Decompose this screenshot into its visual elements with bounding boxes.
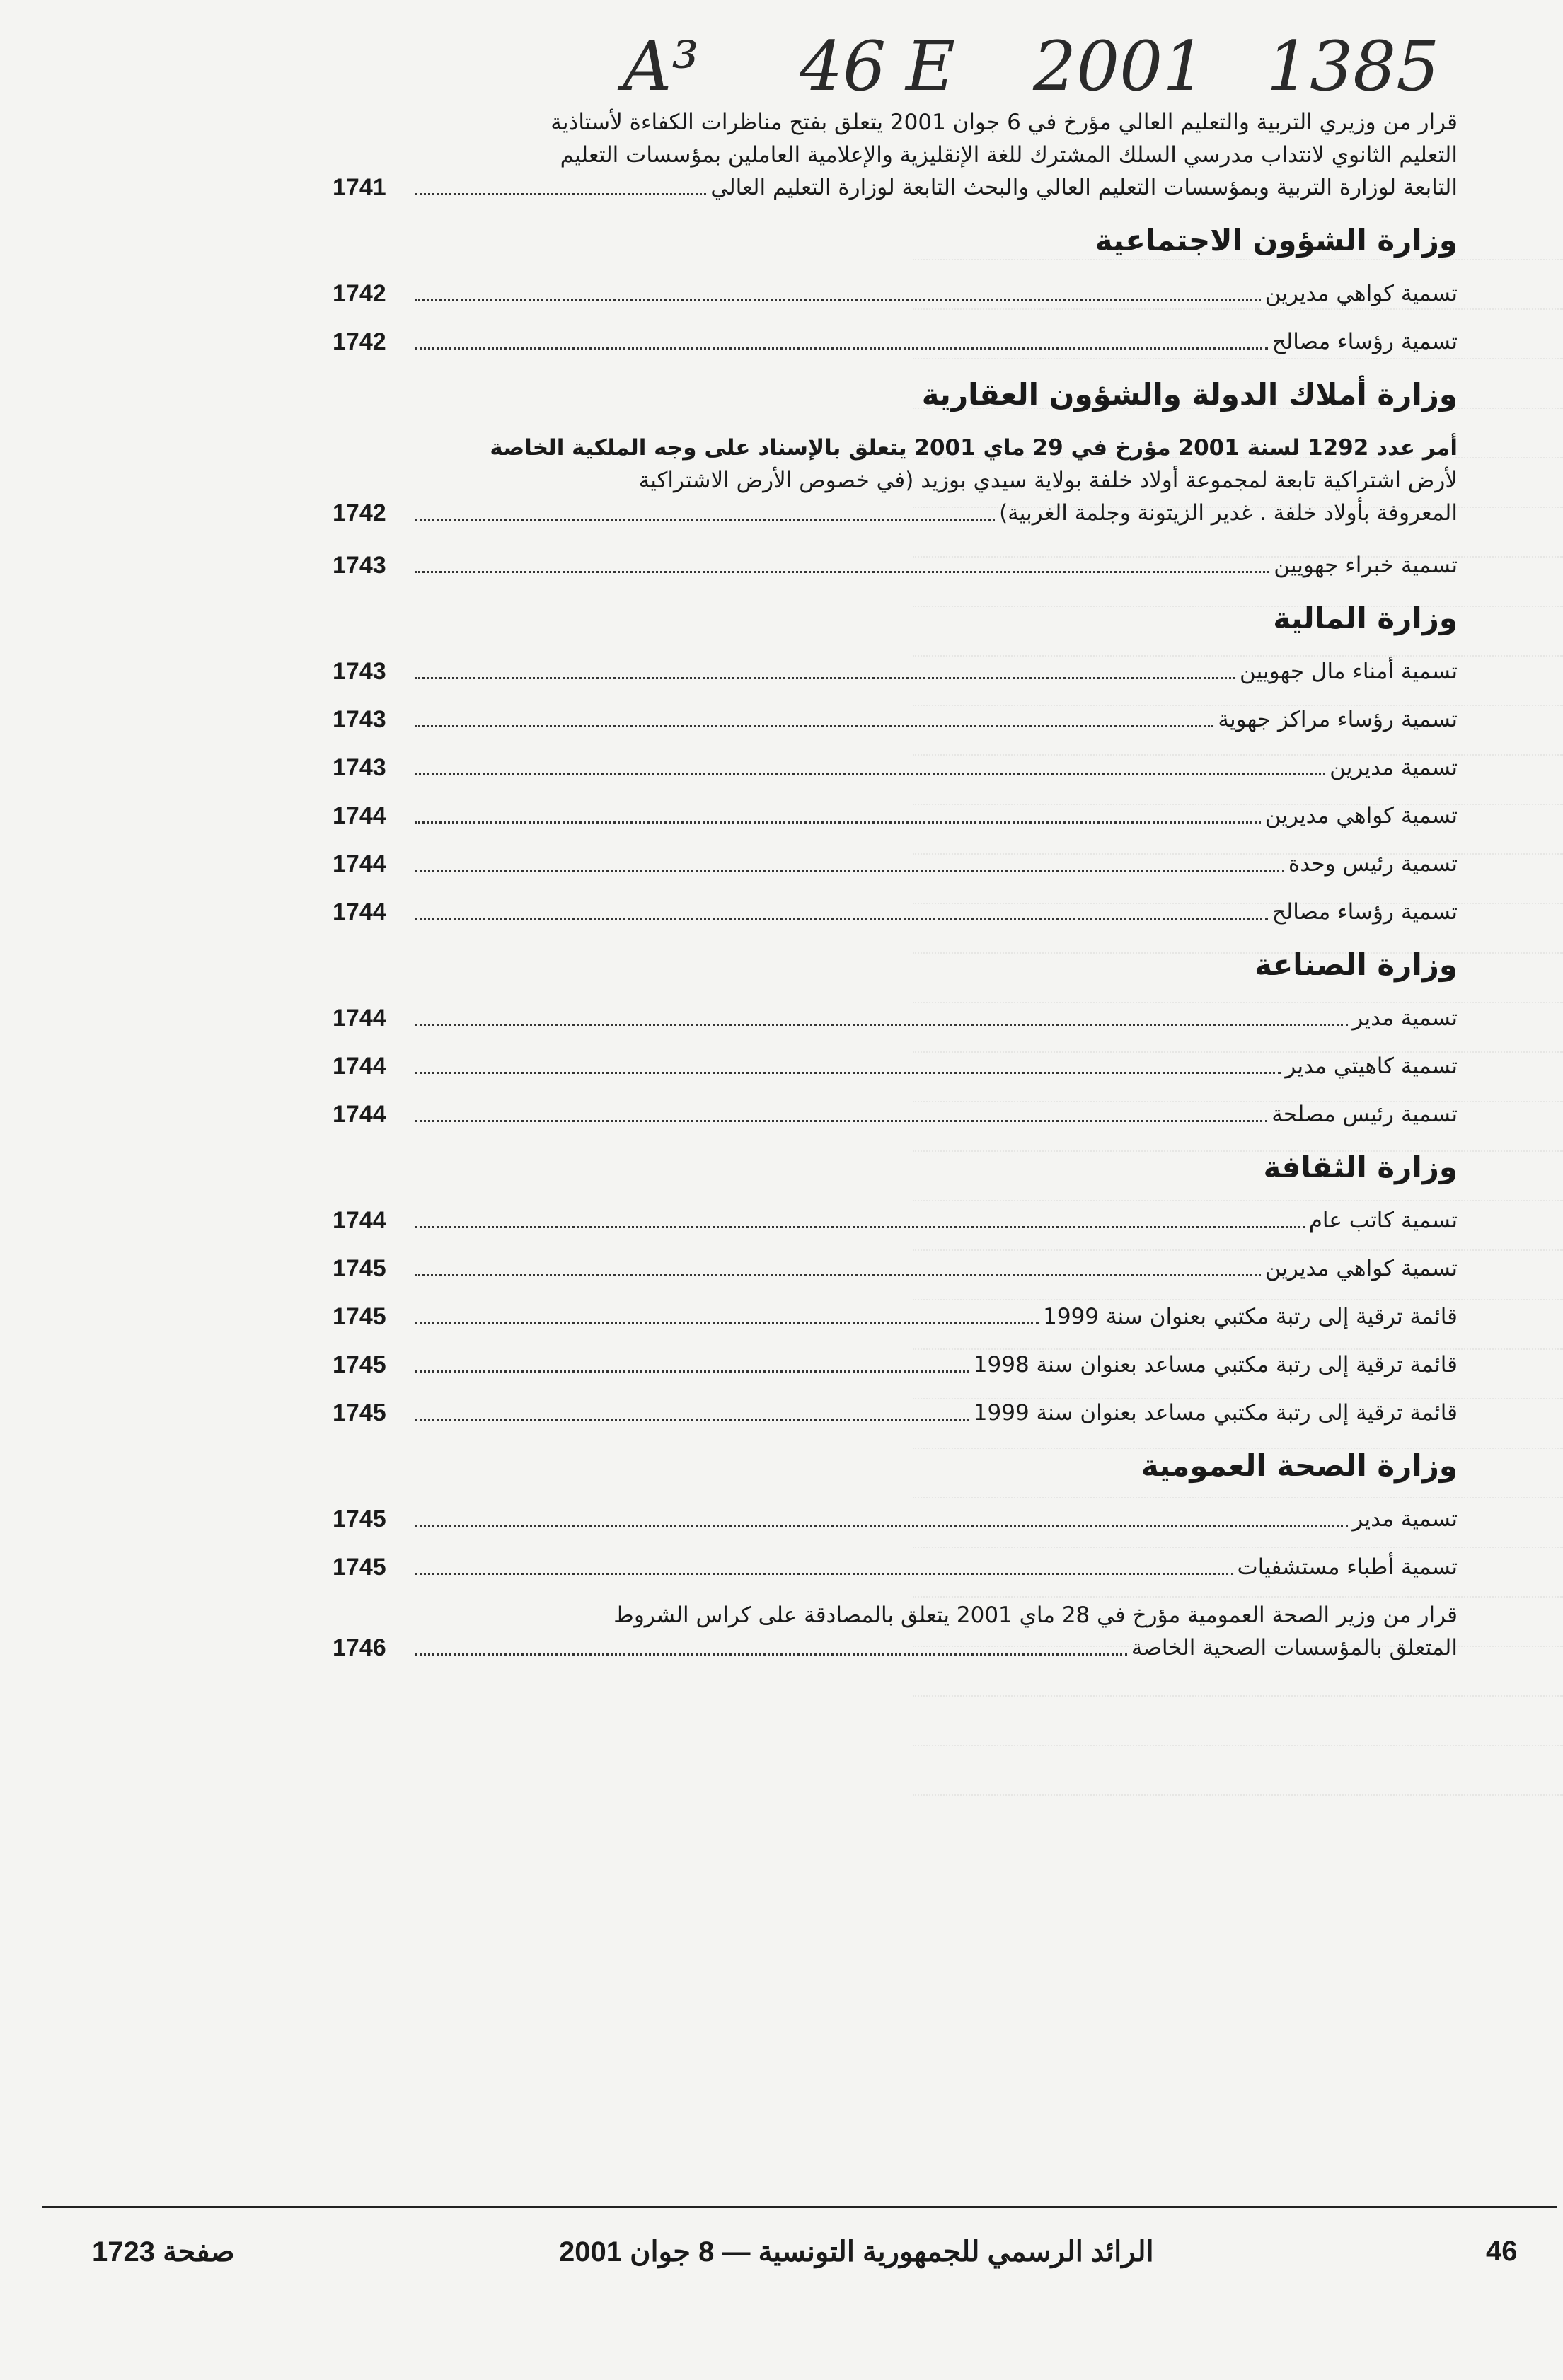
leader-dots xyxy=(415,1573,1233,1575)
toc-entry-title: تسمية مدير xyxy=(1352,1005,1458,1031)
page-number: 1743 xyxy=(333,658,386,685)
page-number: 1745 xyxy=(333,1255,386,1282)
toc-entry-title: تسمية أمناء مال جهويين xyxy=(1240,659,1458,684)
page-number: 1743 xyxy=(333,552,386,579)
toc-entry[interactable] xyxy=(333,277,1458,310)
page-footer xyxy=(0,2236,1563,2278)
leader-dots xyxy=(415,193,706,195)
toc-entry-title: تسمية رئيس وحدة xyxy=(1288,851,1458,877)
leader-dots xyxy=(415,1419,969,1421)
leader-dots xyxy=(415,1274,1261,1276)
handwritten-ref-2: 46 xyxy=(800,27,887,106)
page-number: 1742 xyxy=(333,280,386,307)
leader-dots xyxy=(415,773,1325,775)
page-number: 1744 xyxy=(333,802,386,829)
page-number: 1743 xyxy=(333,706,386,733)
toc-entry-health-decree[interactable] xyxy=(333,1599,1458,1664)
page-number: 1745 xyxy=(333,1554,386,1581)
toc-entry-line: لأرض اشتراكية تابعة لمجموعة أولاد خلفة بولاية سيدي بوزيد (في خصوص الأرض الاشتراكية xyxy=(638,468,1458,493)
handwritten-ref-5: 1385 xyxy=(1267,27,1440,106)
toc-entry-title: تسمية مديرين xyxy=(1330,755,1458,780)
footer-issue-number: 46 xyxy=(1486,2236,1518,2267)
toc-entry[interactable] xyxy=(333,1098,1458,1131)
toc-entry-line: قرار من وزيري التربية والتعليم العالي مؤرخ في 6 جوان 2001 يتعلق بفتح مناظرات الكفاءة لأستاذية xyxy=(550,110,1458,135)
leader-dots xyxy=(415,299,1261,301)
page-number: 1741 xyxy=(333,174,386,201)
leader-dots xyxy=(415,1525,1348,1527)
toc-entry[interactable] xyxy=(333,896,1458,928)
toc-entry-title: قائمة ترقية إلى رتبة مكتبي مساعد بعنوان سنة 1998 xyxy=(973,1352,1458,1377)
footer-page-label: صفحة 1723 xyxy=(92,2236,235,2268)
toc-entry[interactable] xyxy=(333,1204,1458,1237)
toc-entry-title: تسمية أطباء مستشفيات xyxy=(1237,1554,1458,1580)
page-number: 1742 xyxy=(333,328,386,355)
toc-entry-line: المتعلق بالمؤسسات الصحية الخاصة xyxy=(1131,1635,1458,1660)
leader-dots xyxy=(415,571,1269,573)
page-number: 1744 xyxy=(333,1207,386,1234)
toc-entry[interactable] xyxy=(333,703,1458,736)
handwritten-ref-1: A³ xyxy=(623,27,699,106)
toc-entry-state-property-decree[interactable] xyxy=(333,432,1458,529)
toc-entry-title: تسمية كواهي مديرين xyxy=(1264,281,1458,306)
leader-dots xyxy=(415,677,1235,679)
toc-entry[interactable] xyxy=(333,655,1458,688)
handwritten-ref-4: 2001 xyxy=(1033,27,1206,106)
page-number: 1745 xyxy=(333,1506,386,1532)
leader-dots xyxy=(415,1024,1348,1026)
section-heading-public-health: وزارة الصحة العمومية xyxy=(1141,1448,1458,1483)
leader-dots xyxy=(415,1226,1305,1228)
toc-entry[interactable] xyxy=(333,1348,1458,1381)
toc-entry[interactable] xyxy=(333,799,1458,832)
toc-entry-line: أمر عدد 1292 لسنة 2001 مؤرخ في 29 ماي 2001 يتعلق بالإسناد على وجه الملكية الخاصة xyxy=(490,435,1458,461)
toc-entry-title: تسمية رؤساء مراكز جهوية xyxy=(1218,707,1458,732)
leader-dots xyxy=(415,1072,1281,1074)
handwritten-ref-3: E xyxy=(906,27,956,106)
leader-dots xyxy=(415,347,1268,350)
toc-entry-title: قائمة ترقية إلى رتبة مكتبي بعنوان سنة 1999 xyxy=(1043,1304,1458,1329)
toc-entry[interactable] xyxy=(333,549,1458,582)
leader-dots xyxy=(415,725,1213,727)
toc-entry[interactable] xyxy=(333,1050,1458,1082)
toc-entry-line: المعروفة بأولاد خلفة . غدير الزيتونة وجلمة الغربية) xyxy=(999,500,1458,526)
table-of-contents xyxy=(333,106,1458,1664)
page-number: 1744 xyxy=(333,1005,386,1032)
toc-entry-education-decree[interactable] xyxy=(333,106,1458,204)
toc-entry-title: قائمة ترقية إلى رتبة مكتبي مساعد بعنوان سنة 1999 xyxy=(973,1400,1458,1426)
section-heading-state-property: وزارة أملاك الدولة والشؤون العقارية xyxy=(921,377,1458,412)
page-number: 1745 xyxy=(333,1303,386,1330)
leader-dots xyxy=(415,1322,1039,1324)
page-number: 1743 xyxy=(333,754,386,781)
section-heading-industry: وزارة الصناعة xyxy=(1255,947,1458,982)
toc-entry[interactable] xyxy=(333,1252,1458,1285)
toc-entry-title: تسمية خبراء جهويين xyxy=(1274,553,1458,578)
leader-dots xyxy=(415,870,1284,872)
toc-entry-title: تسمية رؤساء مصالح xyxy=(1271,329,1458,354)
leader-dots xyxy=(415,821,1261,824)
toc-entry-title: تسمية رؤساء مصالح xyxy=(1271,899,1458,925)
page-number: 1745 xyxy=(333,1399,386,1426)
page-number: 1744 xyxy=(333,1101,386,1128)
leader-dots xyxy=(415,519,995,521)
toc-entry[interactable] xyxy=(333,1503,1458,1535)
leader-dots xyxy=(415,1120,1267,1122)
toc-entry[interactable] xyxy=(333,325,1458,358)
toc-entry-title: تسمية كاتب عام xyxy=(1308,1208,1458,1233)
leader-dots xyxy=(415,1653,1127,1656)
toc-entry[interactable] xyxy=(333,751,1458,784)
toc-entry[interactable] xyxy=(333,1551,1458,1583)
toc-entry-title: تسمية كواهي مديرين xyxy=(1264,803,1458,828)
toc-entry-line: التابعة لوزارة التربية وبمؤسسات التعليم العالي والبحث التابعة لوزارة التعليم العالي xyxy=(710,175,1458,200)
toc-entry-title: تسمية مدير xyxy=(1352,1506,1458,1532)
page-number: 1744 xyxy=(333,850,386,877)
section-heading-social-affairs: وزارة الشؤون الاجتماعية xyxy=(1095,223,1458,258)
section-heading-culture: وزارة الثقافة xyxy=(1263,1150,1458,1184)
leader-dots xyxy=(415,918,1268,920)
page-number: 1742 xyxy=(333,499,386,526)
toc-entry-line: التعليم الثانوي لانتداب مدرسي السلك المشترك للغة الإنقليزية والإعلامية العاملين بمؤسسات التعليم xyxy=(560,142,1458,168)
toc-entry[interactable] xyxy=(333,1002,1458,1034)
toc-entry-title: تسمية رئيس مصلحة xyxy=(1271,1102,1458,1127)
footer-divider xyxy=(42,2206,1557,2208)
page-number: 1745 xyxy=(333,1351,386,1378)
toc-entry[interactable] xyxy=(333,1300,1458,1333)
toc-entry-title: تسمية كواهي مديرين xyxy=(1264,1256,1458,1281)
toc-entry-line: قرار من وزير الصحة العمومية مؤرخ في 28 ماي 2001 يتعلق بالمصادقة على كراس الشروط xyxy=(613,1602,1458,1628)
page-number: 1744 xyxy=(333,899,386,925)
page-number: 1746 xyxy=(333,1634,386,1661)
page-number: 1744 xyxy=(333,1053,386,1080)
toc-entry[interactable] xyxy=(333,848,1458,880)
toc-entry[interactable] xyxy=(333,1397,1458,1429)
footer-journal-title: الرائد الرسمي للجمهورية التونسية — 8 جوان 2001 xyxy=(559,2236,1154,2268)
leader-dots xyxy=(415,1370,969,1373)
toc-entry-title: تسمية كاهيتي مدير xyxy=(1285,1053,1458,1079)
section-heading-finance: وزارة المالية xyxy=(1273,601,1458,635)
